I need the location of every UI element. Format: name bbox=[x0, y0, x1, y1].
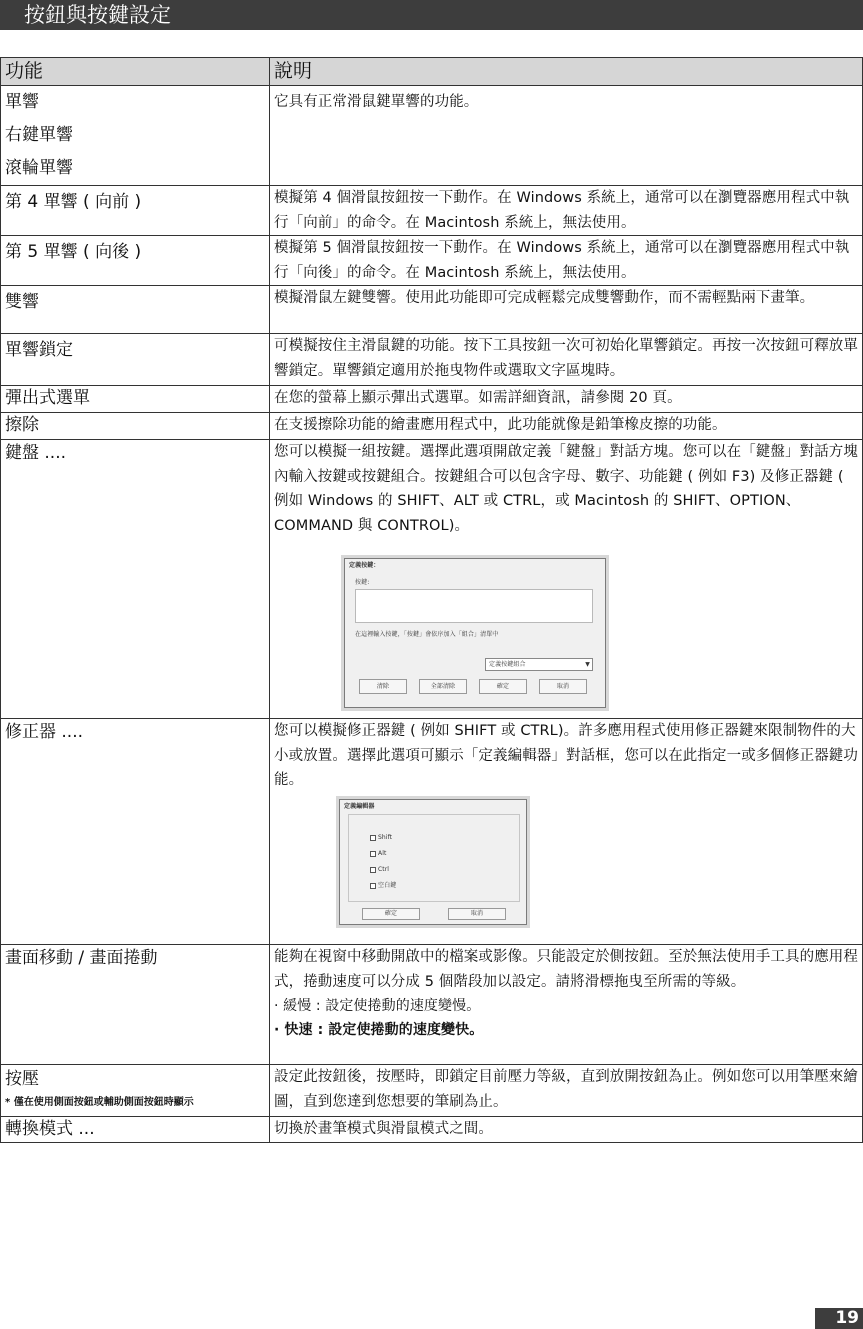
table-row bbox=[1, 236, 863, 286]
checkbox-label: Alt bbox=[378, 849, 387, 857]
page-number: 19 bbox=[815, 1308, 863, 1329]
function-cell bbox=[1, 413, 270, 440]
description-cell bbox=[270, 440, 863, 719]
function-cell bbox=[1, 1117, 270, 1143]
clear-all-button: 全部清除 bbox=[419, 679, 467, 694]
description-cell: 它具有正常滑鼠鍵單響的功能。 bbox=[270, 86, 863, 186]
select-value: 定義按鍵組合 bbox=[489, 661, 526, 668]
function-label: 擦除 bbox=[5, 415, 39, 435]
function-label: 單響鎖定 bbox=[5, 340, 73, 360]
function-cell bbox=[1, 236, 270, 286]
function-cell bbox=[1, 945, 270, 1065]
table-row bbox=[1, 186, 863, 236]
key-combo-select bbox=[485, 658, 593, 671]
bullet-fast: · 快速 : 設定使捲動的速度變快。 bbox=[274, 1022, 484, 1038]
checkbox-shift bbox=[370, 834, 392, 842]
function-cell bbox=[1, 286, 270, 334]
ok-button: 確定 bbox=[479, 679, 527, 694]
description-cell: 可模擬按住主滑鼠鍵的功能。按下工具按鈕一次可初始化單響鎖定。再按一次按鈕可釋放單響鎖定。單響鎖定適用於拖曳物件或選取文字區塊時。 bbox=[270, 334, 863, 386]
function-label: 修正器 .... bbox=[5, 722, 84, 742]
checkbox-icon bbox=[370, 867, 376, 873]
dialog-caption: 定義按鍵： bbox=[349, 562, 380, 569]
checkbox-label: 空白鍵 bbox=[378, 881, 397, 889]
function-cell bbox=[1, 1065, 270, 1117]
table-row bbox=[1, 1117, 863, 1143]
table-row bbox=[1, 719, 863, 945]
description-cell: 切換於畫筆模式與滑鼠模式之間。 bbox=[270, 1117, 863, 1143]
description-cell: 模擬第 4 個滑鼠按鈕按一下動作。在 Windows 系統上，通常可以在瀏覽器應用程式中執行「向前」的命令。在 Macintosh 系統上，無法使用。 bbox=[270, 186, 863, 236]
column-header-function: 功能 bbox=[1, 58, 270, 86]
keys-input bbox=[355, 589, 593, 623]
table-row bbox=[1, 440, 863, 719]
table-header-row bbox=[1, 58, 863, 86]
checkbox-ctrl bbox=[370, 866, 389, 874]
function-label: 轉換模式 ... bbox=[5, 1119, 95, 1139]
function-label: 鍵盤 .... bbox=[5, 443, 67, 463]
modifier-dialog-screenshot bbox=[339, 799, 527, 925]
ok-button: 確定 bbox=[362, 908, 420, 920]
bullet-slow: · 緩慢 : 設定使捲動的速度變慢。 bbox=[274, 998, 481, 1014]
dialog-keys-label: 按鍵: bbox=[355, 579, 370, 586]
function-cell bbox=[1, 86, 270, 186]
function-table bbox=[0, 57, 863, 1143]
description-text: 您可以模擬一組按鍵。選擇此選項開啟定義「鍵盤」對話方塊。您可以在「鍵盤」對話方塊內輸入按鍵或按鍵組合。按鍵組合可以包含字母、數字、功能鍵 ( 例如 F3) 及修正器鍵 ( 例如 Windows 的 SHIFT、ALT 或 CTRL，或 Macintosh 的 SHIFT、OPTION、COMMAND 與 CONTROL)。 bbox=[274, 444, 858, 534]
table-row bbox=[1, 1065, 863, 1117]
function-note: * 僅在使用側面按鈕或輔助側面按鈕時顯示 bbox=[5, 1097, 194, 1108]
description-text: 您可以模擬修正器鍵 ( 例如 SHIFT 或 CTRL)。許多應用程式使用修正器鍵來限制物件的大小或放置。選擇此選項可顯示「定義編輯器」對話框，您可以在此指定一或多個修正器鍵功能。 bbox=[274, 723, 858, 788]
table-row bbox=[1, 334, 863, 386]
description-cell: 設定此按鈕後，按壓時，即鎖定目前壓力等級，直到放開按鈕為止。例如您可以用筆壓來繪圖，直到您達到您想要的筆刷為止。 bbox=[270, 1065, 863, 1117]
table-row bbox=[1, 386, 863, 413]
checkbox-space bbox=[370, 882, 396, 890]
description-cell: 在您的螢幕上顯示彈出式選單。如需詳細資訊，請參閱 20 頁。 bbox=[270, 386, 863, 413]
function-label: 滾輪單響 bbox=[5, 158, 73, 178]
description-cell bbox=[270, 719, 863, 945]
checkbox-label: Shift bbox=[378, 833, 393, 841]
description-cell: 模擬第 5 個滑鼠按鈕按一下動作。在 Windows 系統上，通常可以在瀏覽器應用程式中執行「向後」的命令。在 Macintosh 系統上，無法使用。 bbox=[270, 236, 863, 286]
function-cell bbox=[1, 186, 270, 236]
checkbox-icon bbox=[370, 883, 376, 889]
table-row bbox=[1, 286, 863, 334]
function-cell bbox=[1, 719, 270, 945]
checkbox-label: Ctrl bbox=[378, 865, 390, 873]
checkbox-icon bbox=[370, 835, 376, 841]
table-row bbox=[1, 945, 863, 1065]
description-cell: 在支援擦除功能的繪畫應用程式中，此功能就像是鉛筆橡皮擦的功能。 bbox=[270, 413, 863, 440]
column-header-description: 說明 bbox=[270, 58, 863, 86]
table-row bbox=[1, 413, 863, 440]
checkbox-icon bbox=[370, 851, 376, 857]
section-title: 按鈕與按鍵設定 bbox=[0, 0, 863, 30]
description-cell bbox=[270, 945, 863, 1065]
checkbox-alt bbox=[370, 850, 386, 858]
dialog-caption: 定義編輯器 bbox=[344, 802, 375, 810]
clear-button: 清除 bbox=[359, 679, 407, 694]
function-label: 單響 bbox=[5, 92, 39, 112]
dialog-hint: 在這裡輸入按鍵，「按鍵」會依序加入「組合」清單中 bbox=[355, 631, 499, 638]
function-cell bbox=[1, 386, 270, 413]
function-label: 按壓 bbox=[5, 1069, 39, 1089]
cancel-button: 取消 bbox=[539, 679, 587, 694]
function-label: 畫面移動 / 畫面捲動 bbox=[5, 948, 158, 968]
function-label: 第 5 單響 ( 向後 ) bbox=[5, 242, 142, 262]
table-row bbox=[1, 86, 863, 186]
keyboard-dialog-screenshot bbox=[344, 558, 606, 708]
chevron-down-icon: ▼ bbox=[585, 661, 590, 668]
function-label: 彈出式選單 bbox=[5, 388, 90, 408]
function-label: 第 4 單響 ( 向前 ) bbox=[5, 192, 142, 212]
function-cell bbox=[1, 440, 270, 719]
description-text: 能夠在視窗中移動開啟中的檔案或影像。只能設定於側按鈕。至於無法使用手工具的應用程式，捲動速度可以分成 5 個階段加以設定。請將滑標拖曳至所需的等級。 bbox=[274, 949, 858, 990]
function-label: 右鍵單響 bbox=[5, 125, 73, 145]
function-label: 雙響 bbox=[5, 292, 39, 312]
cancel-button: 取消 bbox=[448, 908, 506, 920]
function-cell bbox=[1, 334, 270, 386]
description-cell: 模擬滑鼠左鍵雙響。使用此功能即可完成輕鬆完成雙響動作，而不需輕點兩下畫筆。 bbox=[270, 286, 863, 334]
